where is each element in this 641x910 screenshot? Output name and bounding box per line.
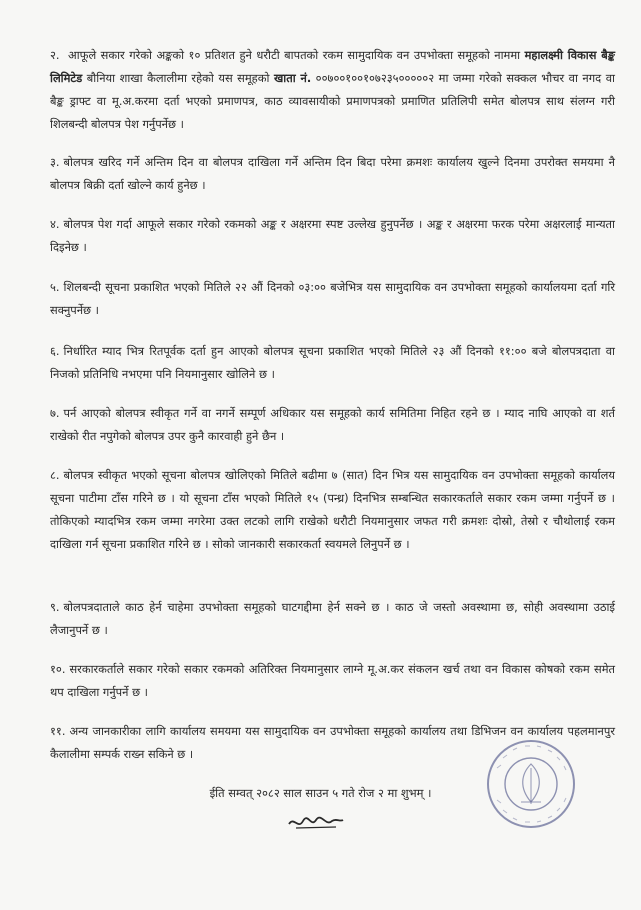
official-seal-icon (485, 738, 577, 830)
clause-number: ५. (50, 280, 60, 294)
clause-text: सरकारकर्ताले सकार गरेको सकार रकमको अतिरिक्त नियमानुसार लाग्ने मू.अ.कर संकलन खर्च तथा वन विकास कोषको रकम समेत थप दाखिला गर्नुपर्ने छ । (50, 662, 615, 699)
bank-name: महालक्ष्मी विकास बैङ्क लिमिटेड (50, 48, 615, 85)
clause-9 (50, 596, 615, 642)
clause-text: पर्न आएको बोलपत्र स्वीकृत गर्ने वा नगर्ने सम्पूर्ण अधिकार यस समूहको कार्य समितिमा निहित रहने छ । म्याद नाघि आएको वा शर्त राखेको रीत नपुगेको बोलपत्र उपर कुनै कारवाही हुने छैन । (50, 406, 615, 443)
clause-text: आफूले सकार गरेको अङ्कको १० प्रतिशत हुने धरौटी बापतको रकम सामुदायिक वन उपभोक्ता समूहको नाममा (68, 48, 525, 62)
clause-text: बोलपत्र स्वीकृत भएको सूचना बोलपत्र खोलिएको मितिले बढीमा ७ (सात) दिन भित्र यस सामुदायिक वन उपभोक्ता समूहको कार्यालय सूचना पाटीमा टाँस गरिने छ । यो सूचना टाँस भएको मितिले १५ (पन्ध्र) दिनभित्र सम्बन्धित सकारकर्ताले सकार रकम जम्मा गर्नुपर्ने छ । तोकिएको म्यादभित्र रकम जम्मा नगरेमा उक्त लटको लागि राखेको धरौटी नियमानुसार जफत गरी क्रमशः दोस्रो, तेस्रो र चौथोलाई रकम दाखिला गर्न सूचना प्रकाशित गरिने छ । सोको जानकारी सकारकर्ता स्वयमले लिनुपर्ने छ । (50, 468, 615, 551)
clause-number: ४. (50, 217, 60, 231)
clause-number: ८. (50, 468, 60, 482)
clause-text: बोलपत्र खरिद गर्ने अन्तिम दिन वा बोलपत्र दाखिला गर्ने अन्तिम दिन बिदा परेमा क्रमशः कार्यालय खुल्ने दिनमा उपरोक्त समयमा नै बोलपत्र बिक्री दर्ता खोल्ने कार्य हुनेछ । (50, 155, 615, 192)
clause-text: बोलपत्र पेश गर्दा आफूले सकार गरेको रकमको अङ्क र अक्षरमा स्पष्ट उल्लेख हुनुपर्नेछ । अङ्क र अक्षरमा फरक परेमा अक्षरलाई मान्यता दिइनेछ । (50, 217, 615, 254)
clause-number: ६. (50, 344, 60, 358)
account-label: खाता नं. (273, 71, 312, 85)
clause-number: ११. (50, 724, 66, 738)
clause-text: अन्य जानकारीका लागि कार्यालय समयमा यस सामुदायिक वन उपभोक्ता समूहको कार्यालय तथा डिभिजन वन कार्यालय पहलमानपुर कैलालीमा सम्पर्क राख्न सकिने छ । (50, 724, 615, 761)
clause-text: निर्धारित म्याद भित्र रितपूर्वक दर्ता हुन आएको बोलपत्र सूचना प्रकाशित भएको मितिले २३ औं दिनको ११:०० बजे बोलपत्रदाता वा निजको प्रतिनिधि नभएमा पनि नियमानुसार खोलिने छ । (50, 344, 615, 381)
clause-text: शिलबन्दी सूचना प्रकाशित भएको मितिले २२ औं दिनको ०३:०० बजेभित्र यस सामुदायिक वन उपभोक्ता समूहको कार्यालयमा दर्ता गरि सक्नुपर्नेछ । (50, 280, 615, 317)
clause-3 (50, 151, 615, 197)
clause-number: १०. (50, 662, 66, 676)
account-number: ००७००१००१०७२३५०००००२ (311, 71, 435, 85)
clause-5 (50, 276, 615, 322)
clause-number: ७. (50, 406, 60, 420)
signature-icon (286, 812, 346, 834)
clause-text: मा जम्मा गरेको सक्कल भौचर वा नगद वा बैङ्क ड्राफ्ट वा मू.अ.करमा दर्ता भएको प्रमाणपत्र, काठ व्यावसायीको प्रमाणपत्रको प्रमाणित प्रतिलिपी समेत बोलपत्र साथ संलग्न गरी शिलबन्दी बोलपत्र पेश गर्नुपर्नेछ । (50, 71, 615, 131)
clause-7 (50, 402, 615, 448)
clause-10 (50, 658, 615, 704)
clause-2 (50, 44, 615, 136)
clause-8 (50, 464, 615, 556)
clause-text: बोलपत्रदाताले काठ हेर्न चाहेमा उपभोक्ता समूहको घाटगद्दीमा हेर्न सक्ने छ । काठ जे जस्तो अवस्थामा छ, सोही अवस्थामा उठाई लैजानुपर्ने छ । (50, 600, 615, 637)
clause-4 (50, 213, 615, 259)
clause-number: २. (50, 48, 60, 62)
clause-number: ३. (50, 155, 60, 169)
clause-6 (50, 340, 615, 386)
clause-number: ९. (50, 600, 60, 614)
closing-line: ईति सम्वत् २०८२ साल साउन ५ गते रोज २ मा शुभम् । (209, 786, 432, 800)
clause-text: बौनिया शाखा कैलालीमा रहेको यस समूहको (82, 71, 274, 85)
